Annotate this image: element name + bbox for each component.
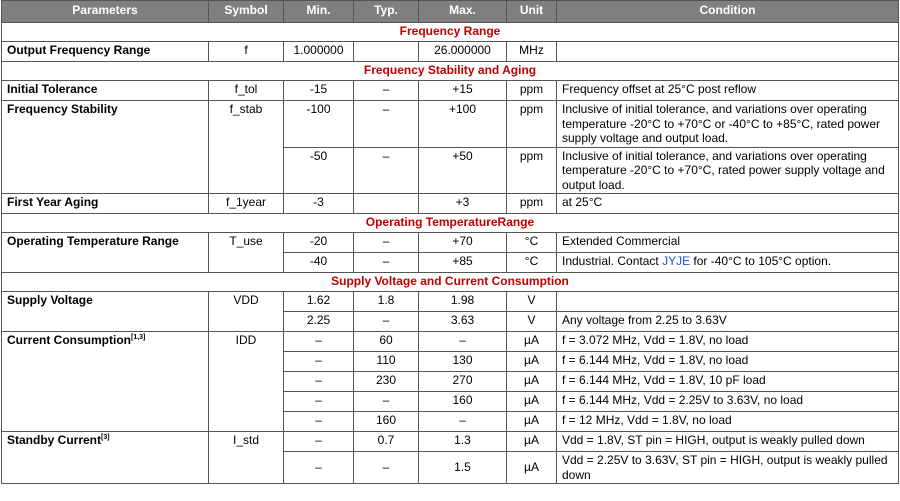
symbol-cell: f_tol (209, 81, 284, 101)
param-name: Output Frequency Range (2, 42, 209, 62)
unit-cell: µA (507, 452, 557, 484)
typ-cell: 60 (354, 332, 419, 352)
param-name: Supply Voltage (2, 292, 209, 332)
header-parameters: Parameters (2, 1, 209, 23)
unit-cell: ppm (507, 101, 557, 148)
condition-cell: Any voltage from 2.25 to 3.63V (557, 312, 899, 332)
symbol-cell: I_std (209, 432, 284, 484)
max-cell: – (419, 332, 507, 352)
header-max: Max. (419, 1, 507, 23)
param-name: Initial Tolerance (2, 81, 209, 101)
table-row (2, 432, 899, 452)
condition-cell: f = 12 MHz, Vdd = 1.8V, no load (557, 412, 899, 432)
param-label: Standby Current (7, 433, 102, 447)
condition-cell (557, 292, 899, 312)
header-row (2, 1, 899, 23)
symbol-cell: f (209, 42, 284, 62)
contact-link[interactable]: JYJE (662, 254, 691, 268)
unit-cell: µA (507, 372, 557, 392)
typ-cell: 0.7 (354, 432, 419, 452)
unit-cell: µA (507, 332, 557, 352)
max-cell: 130 (419, 352, 507, 372)
min-cell: -50 (284, 147, 354, 194)
header-min: Min. (284, 1, 354, 23)
max-cell: +70 (419, 233, 507, 253)
max-cell: 26.000000 (419, 42, 507, 62)
condition-cell: f = 6.144 MHz, Vdd = 1.8V, no load (557, 352, 899, 372)
section-title: Operating TemperatureRange (2, 214, 899, 233)
condition-cell: f = 3.072 MHz, Vdd = 1.8V, no load (557, 332, 899, 352)
min-cell: -100 (284, 101, 354, 148)
typ-cell: 1.8 (354, 292, 419, 312)
min-cell: – (284, 392, 354, 412)
condition-text: Industrial. Contact (562, 254, 663, 268)
max-cell: +15 (419, 81, 507, 101)
max-cell: 160 (419, 392, 507, 412)
typ-cell: – (354, 253, 419, 273)
header-condition: Condition (557, 1, 899, 23)
param-name (2, 332, 209, 432)
unit-cell: µA (507, 432, 557, 452)
max-cell: – (419, 412, 507, 432)
condition-cell: at 25°C (557, 194, 899, 214)
section-row (2, 273, 899, 292)
condition-cell: Inclusive of initial tolerance, and variations over operating temperature -20°C to +70°C, rated power supply voltage and output load. (557, 147, 899, 194)
max-cell: 1.5 (419, 452, 507, 484)
max-cell: +100 (419, 101, 507, 148)
max-cell: 3.63 (419, 312, 507, 332)
symbol-cell: T_use (209, 233, 284, 273)
max-cell: 270 (419, 372, 507, 392)
param-name: Operating Temperature Range (2, 233, 209, 273)
table-row (2, 332, 899, 352)
typ-cell: – (354, 392, 419, 412)
min-cell: 2.25 (284, 312, 354, 332)
table-row (2, 81, 899, 101)
typ-cell: – (354, 312, 419, 332)
unit-cell: °C (507, 253, 557, 273)
typ-cell: – (354, 81, 419, 101)
footnote-ref: [1,3] (131, 334, 146, 341)
section-row (2, 62, 899, 81)
section-title: Frequency Range (2, 23, 899, 42)
symbol-cell: f_stab (209, 101, 284, 194)
typ-cell: 110 (354, 352, 419, 372)
max-cell: 1.3 (419, 432, 507, 452)
max-cell: +85 (419, 253, 507, 273)
header-symbol: Symbol (209, 1, 284, 23)
unit-cell: µA (507, 352, 557, 372)
footnote-ref: [3] (101, 434, 110, 441)
table-row (2, 292, 899, 312)
section-row (2, 214, 899, 233)
typ-cell: 160 (354, 412, 419, 432)
table-row (2, 194, 899, 214)
typ-cell: – (354, 233, 419, 253)
param-name: First Year Aging (2, 194, 209, 214)
table-row (2, 42, 899, 62)
typ-cell (354, 194, 419, 214)
min-cell: – (284, 372, 354, 392)
max-cell: +50 (419, 147, 507, 194)
section-title: Frequency Stability and Aging (2, 62, 899, 81)
symbol-cell: f_1year (209, 194, 284, 214)
typ-cell: – (354, 101, 419, 148)
condition-cell: Vdd = 2.25V to 3.63V, ST pin = HIGH, output is weakly pulled down (557, 452, 899, 484)
min-cell: – (284, 452, 354, 484)
typ-cell: – (354, 147, 419, 194)
min-cell: 1.62 (284, 292, 354, 312)
unit-cell: V (507, 292, 557, 312)
symbol-cell: VDD (209, 292, 284, 332)
symbol-cell: IDD (209, 332, 284, 432)
header-unit: Unit (507, 1, 557, 23)
typ-cell (354, 42, 419, 62)
min-cell: – (284, 352, 354, 372)
unit-cell: µA (507, 392, 557, 412)
spec-table (1, 0, 899, 484)
condition-text: for -40°C to 105°C option. (690, 254, 832, 268)
typ-cell: 230 (354, 372, 419, 392)
min-cell: 1.000000 (284, 42, 354, 62)
unit-cell: ppm (507, 81, 557, 101)
header-typ: Typ. (354, 1, 419, 23)
condition-cell: Vdd = 1.8V, ST pin = HIGH, output is weakly pulled down (557, 432, 899, 452)
condition-cell (557, 42, 899, 62)
max-cell: +3 (419, 194, 507, 214)
unit-cell: MHz (507, 42, 557, 62)
min-cell: -15 (284, 81, 354, 101)
max-cell: 1.98 (419, 292, 507, 312)
param-label: Current Consumption (7, 333, 131, 347)
condition-cell: Extended Commercial (557, 233, 899, 253)
condition-cell: f = 6.144 MHz, Vdd = 2.25V to 3.63V, no load (557, 392, 899, 412)
param-name: Frequency Stability (2, 101, 209, 194)
section-title: Supply Voltage and Current Consumption (2, 273, 899, 292)
min-cell: -20 (284, 233, 354, 253)
condition-cell: Frequency offset at 25°C post reflow (557, 81, 899, 101)
condition-cell: f = 6.144 MHz, Vdd = 1.8V, 10 pF load (557, 372, 899, 392)
min-cell: -3 (284, 194, 354, 214)
unit-cell: ppm (507, 194, 557, 214)
table-row (2, 233, 899, 253)
condition-cell (557, 253, 899, 273)
param-name (2, 432, 209, 484)
min-cell: -40 (284, 253, 354, 273)
unit-cell: ppm (507, 147, 557, 194)
condition-cell: Inclusive of initial tolerance, and variations over operating temperature -20°C to +70°C or -40°C to +85°C, rated power supply voltage and output load. (557, 101, 899, 148)
unit-cell: µA (507, 412, 557, 432)
min-cell: – (284, 432, 354, 452)
typ-cell: – (354, 452, 419, 484)
min-cell: – (284, 332, 354, 352)
min-cell: – (284, 412, 354, 432)
unit-cell: V (507, 312, 557, 332)
table-row (2, 101, 899, 148)
unit-cell: °C (507, 233, 557, 253)
section-row (2, 23, 899, 42)
